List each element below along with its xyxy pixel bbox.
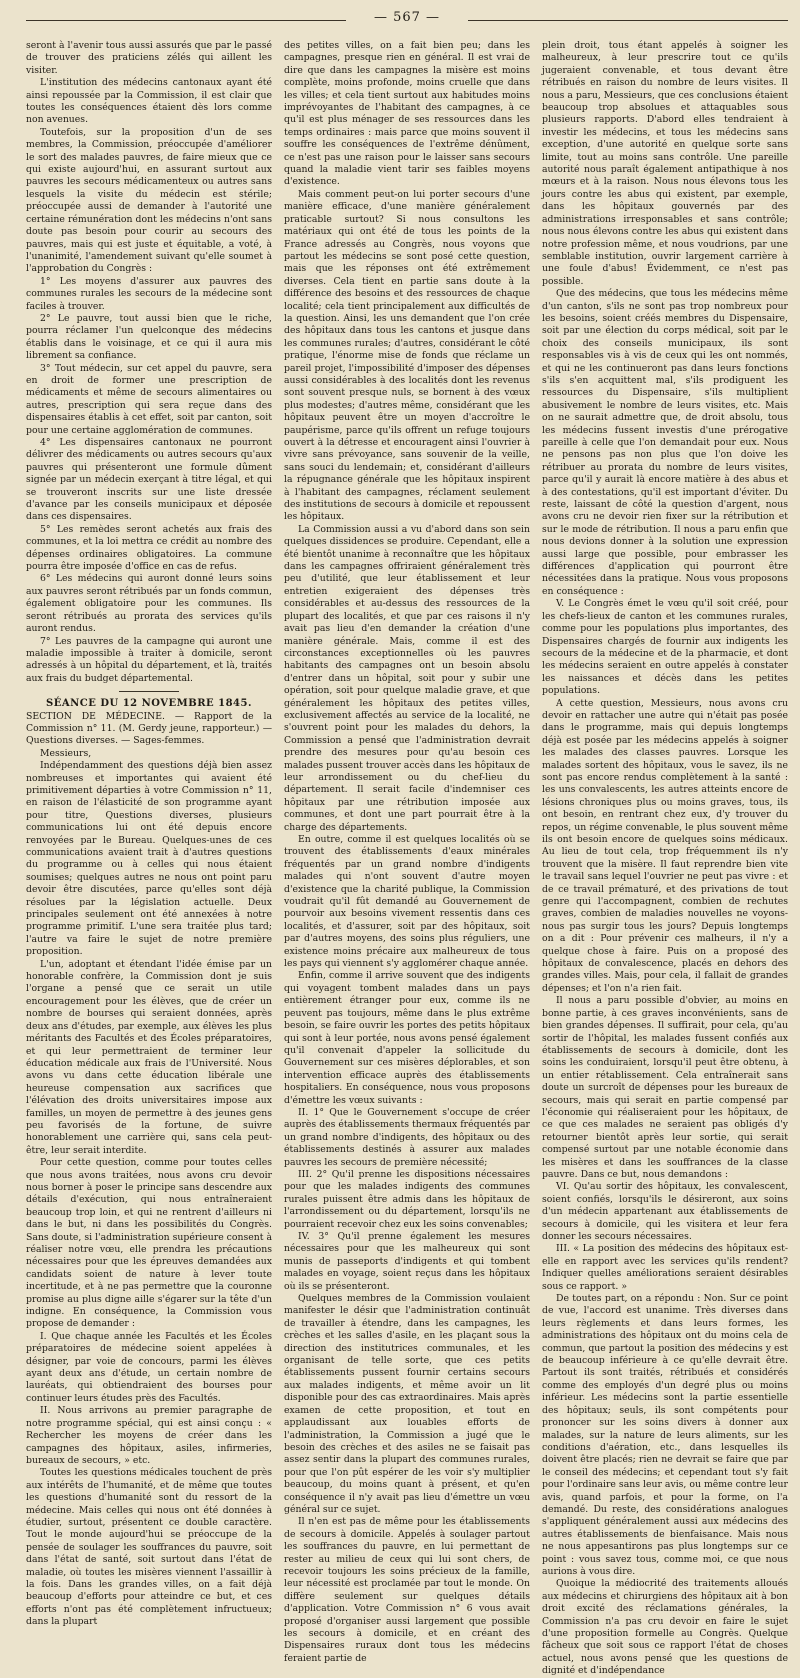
page-number: — 567 —: [373, 10, 441, 25]
text-columns: [26, 40, 788, 1677]
paragraph: III. 2° Qu'il prenne les dispositions nécessaires pour que les malades indigents des communes rurales puissent être admis dans les hôpitaux de l'arrondissement ou du département, lorsqu'ils ne pourraient recevoir chez eux les soins convenables;: [284, 1168, 530, 1230]
paragraph: Indépendamment des questions déjà bien assez nombreuses et importantes qui avaient été primitivement départies à votre Commission n° 11, en raison de l'élasticité de son programme ayant pour titre, Questions diverses, plusieurs communications lui ont été depuis encore renvoyées par le Bureau. Quelques-unes de ces communications avaient trait à d'autres questions du programme ou à celles qui nous étaient soumises; quelques autres ne nous ont point paru devoir être discutées, parce qu'elles sont déjà résolues par la législation actuelle. Deux principales seulement ont été annexées à notre programme primitif. L'une sera traitée plus tard; l'autre va faire le sujet de notre première proposition.: [26, 760, 272, 958]
paragraph: I. Que chaque année les Facultés et les Écoles préparatoires de médecine soient appelées à désigner, par voie de concours, parmi les élèves ayant deux ans d'étude, un certain nombre de lauréats, qui obtiendraient des bourses pour continuer leurs études près des Facultés.: [26, 1330, 272, 1404]
paragraph: Toutefois, sur la proposition d'un de ses membres, la Commission, préoccupée d'améliorer le sort des malades pauvres, de faire mieux que ce qui existe aujourd'hui, en assurant surtout aux pauvres les secours médicamenteux ou autres sans lesquels la visite du médecin est stérile; préoccupée aussi de demander à l'autorité une certaine rémunération dont les médecins n'ont sans doute pas besoin pour courir au secours des pauvres, mais qui est juste et équitable, a voté, à l'unanimité, l'amendement suivant qu'elle soumet à l'approbation du Congrès :: [26, 126, 272, 275]
paragraph: La Commission aussi a vu d'abord dans son sein quelques dissidences se produire. Cependant, elle a été bientôt unanime à reconnaître que les hôpitaux dans les campagnes offriraient généralement très peu d'utilité, que leur établissement et leur entretien exigeraient des dépenses très considérables et au-dessus des ressources de la plupart des localités, et que par ces raisons il n'y avait pas lieu d'en demander la création d'une manière générale. Mais, comme il est des circonstances exceptionnelles où les pauvres habitants des campagnes ont un besoin absolu d'entrer dans un hôpital, soit pour y subir une opération, soit pour quelque maladie grave, et que généralement les hôpitaux des petites villes, exclusivement affectés au service de la localité, ne s'ouvrent point pour les malades du dehors, la Commission a pensé que l'administration devrait prendre des mesures pour qu'au besoin ces malades pussent trouver accès dans les hôpitaux de leur arrondissement ou du chef-lieu du département. Il serait facile d'indemniser ces hôpitaux par une rétribution imposée aux communes, et dont une part pourrait être à la charge des départements.: [284, 523, 530, 833]
paragraph: IV. 3° Qu'il prenne également les mesures nécessaires pour que les malheureux qui sont munis de passeports d'indigents et qui tombent malades en voyage, soient reçus dans les hôpitaux où ils se présenteront.: [284, 1231, 530, 1292]
paragraph: Quelques membres de la Commission voulaient manifester le désir que l'administration continuât de travailler à étendre, dans les campagnes, les crèches et les salles d'asile, en les plaçant sous la direction des institutrices communales, et les organisant de telle sorte, que ces petits établissements pussent fournir certains secours aux malades indigents, et même avoir un lit disponible pour des cas extraordinaires. Mais après examen de cette proposition, et tout en applaudissant aux louables efforts de l'administration, la Commission a jugé que le besoin des crèches et des asiles ne se faisait pas assez sentir dans la plupart des communes rurales, pour que l'on pût espérer de les voir s'y multiplier beaucoup, du moins quant à présent, et qu'en conséquence il n'y avait pas lieu d'émettre un vœu général sur ce sujet.: [284, 1293, 530, 1515]
paragraph: En outre, comme il est quelques localités où se trouvent des établissements d'eaux minérales fréquentés par un grand nombre d'indigents malades qui n'ont souvent d'autre moyen d'existence que la charité publique, la Commission voudrait qu'il fût demandé au Gouvernement de pourvoir aux besoins vivement ressentis dans ces localités, et d'assurer, soit par des hôpitaux, soit par d'autres moyens, des soins plus réguliers, une existence moins précaire aux malheureux de tous les pays qui viennent s'y agglomérer chaque année.: [284, 834, 530, 970]
paragraph: Que des médecins, que tous les médecins même d'un canton, s'ils ne sont pas trop nombreux pour les besoins, soient créés membres du Dispensaire, soit par une élection du corps médical, soit par le choix des conseils municipaux, ils sont responsables vis à vis de ceux qui les ont nommés, et qui ne les continueront pas dans leurs fonctions s'ils s'en acquittent mal, s'ils prodiguent les ressources du Dispensaire, s'ils multiplient abusivement le nombre de leurs visites, etc. Mais on ne saurait admettre que, de droit absolu, tous les médecins fussent investis d'une prérogative pareille à celle que l'on demandait pour eux. Nous ne pensons pas non plus que l'on doive les rétribuer au prorata du nombre de leurs visites, parce qu'il y aurait là encore matière à des abus et à des contestations, qu'il est important d'éviter. Du reste, laissant de côté la question d'argent, nous avons cru ne devoir rien fixer sur la rétribution et sur le mode de rétribution. Il nous a paru enfin que nous devions donner à la solution une expression aussi large que possible, pour embrasser les différences d'application qui pourront être nécessitées dans la pratique. Nous vous proposons en conséquence :: [542, 288, 788, 597]
paragraph: 3° Tout médecin, sur cet appel du pauvre, sera en droit de former une prescription de médicaments et même de secours alimentaires ou autres, prescription qui sera reçue dans des dispensaires établis à cet effet, soit par canton, soit pour une certaine agglomération de communes.: [26, 362, 272, 436]
paragraph: A cette question, Messieurs, nous avons cru devoir en rattacher une autre qui n'était pas posée dans le programme, mais qui depuis longtemps déjà est posée par les médecins appelés à soigner les malades des classes pauvres. Lorsque les malades sortent des hôpitaux, vous le savez, ils ne sont pas encore rendus complètement à la santé : les uns convalescents, les autres atteints encore de lésions chroniques plus ou moins graves, tous, ils ont besoin, en rentrant chez eux, d'y trouver du repos, un régime convenable, le plus souvent même ils ont besoin encore de quelques soins médicaux. Au lieu de tout cela, trop fréquemment ils n'y trouvent que la misère. Il faut reprendre bien vite le travail sans lequel l'ouvrier ne peut pas vivre : et de ce travail prématuré, et des privations de tout genre qui l'accompagnent, combien de rechutes graves, combien de maladies nouvelles ne voyons-nous pas surgir tous les jours? Depuis longtemps on a dit : Pour prévenir ces malheurs, il n'y a quelque chose à faire. Puis on a proposé des hôpitaux de convalescence, placés en dehors des grandes villes. Mais, pour cela, il fallait de grandes dépenses; et l'on n'a rien fait.: [542, 697, 788, 994]
paragraph: 1° Les moyens d'assurer aux pauvres des communes rurales les secours de la médecine sont faciles à trouver.: [26, 275, 272, 312]
paragraph: V. Le Congrès émet le vœu qu'il soit créé, pour les chefs-lieux de canton et les communes rurales, comme pour les populations plus importantes, des Dispensaires chargés de fournir aux indigents les secours de la médecine et de la pharmacie, et dont les médecins seraient en outre appelés à constater les naissances et décès dans les petites populations.: [542, 598, 788, 697]
column-1: [26, 40, 272, 1628]
paragraph: Messieurs,: [40, 747, 92, 759]
paragraph: Il nous a paru possible d'obvier, au moins en bonne partie, à ces graves inconvénients, sans de bien grandes dépenses. Il suffirait, pour cela, qu'au sortir de l'hôpital, les malades fussent confiés aux établissements de secours à domicile, dont les soins les conduiraient, lorsqu'il peut être obtenu, à un entier rétablissement. Cela entraînerait sans doute un surcroît de dépenses pour les bureaux de secours, mais qui serait en partie compensé par l'économie qui réaliseraient pour les hôpitaux, de ce que ces malades ne seraient pas obligés d'y retourner bientôt après leur sortie, qui serait compensé surtout par une notable économie dans les misères et dans les souffrances de la classe pauvre. Dans ce but, nous demandons :: [542, 995, 788, 1180]
paragraph: Mais comment peut-on lui porter secours d'une manière efficace, d'une manière généralement praticable surtout? Si nous consultons les matériaux qui ont été de tous les points de la France adressés au Congrès, nous voyons que partout les médecins se sont posé cette question, mais que les réponses ont été extrêmement diverses. Cela tient en partie sans doute à la différence des besoins et des ressources de chaque localité; cela tient principalement aux difficultés de la question. Ainsi, les uns demandent que l'on crée des hôpitaux dans tous les cantons et jusque dans les communes rurales; d'autres, considérant le côté pratique, l'énorme mise de fonds que réclame un pareil projet, l'impossibilité d'imposer des dépenses aussi considérables à des localités dont les revenus sont souvent presque nuls, se bornent à des vœux plus modestes; d'autres même, considérant que les hôpitaux peuvent être un moyen d'accroître le paupérisme, parce qu'ils offrent un refuge toujours ouvert à la détresse et encouragent ainsi l'ouvrier à vivre sans prévoyance, sans souvenir de la veille, sans souci du lendemain; et, considérant d'ailleurs la répugnance générale que les hôpitaux inspirent à l'habitant des campagnes, réclament seulement des institutions de secours à domicile et repoussent les hôpitaux.: [284, 188, 530, 523]
paragraph: VI. Qu'au sortir des hôpitaux, les convalescent, soient confiés, lorsqu'ils le désireront, aux soins d'un médecin appartenant aux établissements de secours à domicile, qui les visitera et leur fera donner les secours nécessaires.: [542, 1181, 788, 1242]
paragraph: 6° Les médecins qui auront donné leurs soins aux pauvres seront rétribués par un fonds commun, également obligatoire pour les communes. Ils seront rétribués au prorata des services qu'ils auront rendus.: [26, 573, 272, 635]
page-header: [26, 8, 788, 34]
column-2: [284, 40, 530, 1664]
paragraph: III. « La position des médecins des hôpitaux est-elle en rapport avec les services qu'ils rendent? Indiquer quelles améliorations seraient désirables sous ce rapport. »: [542, 1243, 788, 1292]
paragraph: 5° Les remèdes seront achetés aux frais des communes, et la loi mettra ce crédit au nombre des dépenses ordinaires obligatoires. La commune pourra être imposée d'office en cas de refus.: [26, 523, 272, 573]
paragraph: De toutes part, on a répondu : Non. Sur ce point de vue, l'accord est unanime. Très diverses dans leurs règlements et dans leurs formes, les administrations des hôpitaux ont du moins cela de commun, que partout la position des médecins y est de beaucoup inférieure à ce qu'elle devrait être. Partout ils sont traités, rétribués et considérés comme des employés d'un degré plus ou moins inférieur. Les médecins sont la partie essentielle des hôpitaux; seuls, ils sont compétents pour prononcer sur les soins divers à donner aux malades, sur la nature de leurs aliments, sur les conditions d'aération, etc., dans lesquelles ils doivent être placés; rien ne devrait se faire que par le conseil des médecins; et cependant tout s'y fait pour l'ordinaire sans leur avis, ou même contre leur avis, quand parfois, et pour la forme, on l'a demandé. Du reste, des considérations analogues s'appliquent généralement aussi aux médecins des autres établissements de bienfaisance. Mais nous ne nous appesantirons pas plus longtemps sur ce point : vous savez tous, comme moi, ce que nous aurions à vous dire.: [542, 1293, 788, 1577]
sitting-heading: SÉANCE DU 12 NOVEMBRE 1845.: [46, 698, 252, 710]
paragraph: Enfin, comme il arrive souvent que des indigents qui voyagent tombent malades dans un pays entièrement étranger pour eux, comme ils ne peuvent pas toujours, même dans le plus extrême besoin, se faire ouvrir les portes des petits hôpitaux qui sont à leur portée, nous avons pensé également qu'il convenait d'appeler la sollicitude du Gouvernement sur ces misères déplorables, et son intervention efficace auprès des établissements hospitaliers. En conséquence, nous vous proposons d'émettre les vœux suivants :: [284, 970, 530, 1106]
paragraph: plein droit, tous étant appelés à soigner les malheureux, à leur prescrire tout ce qu'ils jugeraient convenable, et tous devant être rétribués en raison du nombre de leurs visites. Il nous a paru, Messieurs, que ces conclusions étaient beaucoup trop absolues et attaquables sous plusieurs rapports. D'abord elles tendraient à investir les médecins, et tous les médecins sans exception, d'une autorité en quelque sorte sans limite, tout au moins sans contrôle. Une pareille autorité nous paraît également antipathique à nos mœurs et à la raison. Nous nous élevons tous les jours contre les abus qui existent, par exemple, dans les hôpitaux gouvernés par des administrations irresponsables et sans contrôle; nous nous élevons contre les abus qui existent dans notre profession même, et nous voudrions, par une semblable institution, ouvrir largement carrière à une foule d'abus! Évidemment, ce n'est pas possible.: [542, 40, 788, 287]
paragraph: Quoique la médiocrité des traitements alloués aux médecins et chirurgiens des hôpitaux ait à bon droit excité des réclamations générales, la Commission n'a pas cru devoir en faire le sujet d'une proposition formelle au Congrès. Quelque fâcheux que soit sous ce rapport l'état de choses actuel, nous avons pensé que les questions de dignité et d'indépendance: [542, 1578, 788, 1677]
paragraph: Il n'en est pas de même pour les établissements de secours à domicile. Appelés à soulager partout les souffrances du pauvre, en lui permettant de rester au milieu de ceux qui lui sont chers, de recevoir toujours les soins précieux de la famille, leur nécessité est proclamée par tout le monde. On diffère seulement sur quelques détails d'application. Votre Commission n° 6 vous avait proposé d'organiser aussi largement que possible les secours à domicile, et en créant des Dispensaires ruraux dont tous les médecins feraient partie de: [284, 1516, 530, 1664]
paragraph: Pour cette question, comme pour toutes celles que nous avons traitées, nous avons cru devoir nous borner à poser le principe sans descendre aux détails d'exécution, qui nous entraîneraient beaucoup trop loin, et qui ne rentrent d'ailleurs ni dans le but, ni dans les possibilités du Congrès. Sans doute, si l'administration supérieure consent à réaliser notre vœu, elle prendra les précautions nécessaires pour que les épreuves demandées aux candidats soient de nature à lever toute incertitude, et à ne pas permettre que la couronne promise au plus digne aille s'égarer sur la tête d'un indigne. En conséquence, la Commission vous propose de demander :: [26, 1157, 272, 1330]
section-heading: SECTION DE MÉDECINE. — Rapport de la Commission n° 11. (M. Gerdy jeune, rapporteur.) — Questions diverses. — Sages-femmes.: [26, 710, 272, 747]
header-rule-right: [468, 20, 788, 21]
divider: [119, 691, 179, 692]
paragraph: seront à l'avenir tous aussi assurés que par le passé de trouver des praticiens zélés qui aillent les visiter.: [26, 40, 272, 76]
paragraph: 2° Le pauvre, tout aussi bien que le riche, pourra réclamer l'un quelconque des médecins établis dans le voisinage, et ce qui il aura mis librement sa confiance.: [26, 312, 272, 362]
paragraph: II. 1° Que le Gouvernement s'occupe de créer auprès des établissements thermaux fréquentés par un grand nombre d'indigents, des hôpitaux ou des établissements destinés à assurer aux malades pauvres les secours de première nécessité;: [284, 1106, 530, 1168]
column-3: [542, 40, 788, 1677]
paragraph: Toutes les questions médicales touchent de près aux intérêts de l'humanité, et de même que toutes les questions d'humanité sont du ressort de la médecine. Mais celles qui nous ont été données à étudier, surtout, présentent ce double caractère. Tout le monde aujourd'hui se préoccupe de la pensée de soulager les souffrances du pauvre, soit dans l'état de santé, soit surtout dans l'état de maladie, où toutes les misères viennent l'assaillir à la fois. Dans les grandes villes, on a fait déjà beaucoup d'efforts pour atteindre ce but, et ces efforts n'ont pas été complètement infructueux; dans la plupart: [26, 1467, 272, 1628]
paragraph: II. Nous arrivons au premier paragraphe de notre programme spécial, qui est ainsi conçu : « Rechercher les moyens de créer dans les campagnes des hôpitaux, asiles, infirmeries, bureaux de secours, » etc.: [26, 1405, 272, 1466]
paragraph: 7° Les pauvres de la campagne qui auront une maladie impossible à traiter à domicile, seront adressés à un hôpital du département, et là, traités aux frais du budget départemental.: [26, 635, 272, 684]
paragraph: L'un, adoptant et étendant l'idée émise par un honorable confrère, la Commission dont je suis l'organe a pensé que ce serait un utile encouragement pour les élèves, que de créer un nombre de bourses qui seraient données, après deux ans d'études, par exemple, aux élèves les plus méritants des Facultés et des Écoles préparatoires, et qui leur permettraient de terminer leur éducation médicale aux frais de l'Université. Nous avons vu dans cette éducation libérale une heureuse compensation aux sacrifices que l'élévation des droits universitaires impose aux familles, un moyen de permettre à des jeunes gens peu favorisés de la fortune, de suivre honorablement une carrière qui, sans cela peut-être, leur serait interdite.: [26, 958, 272, 1156]
paragraph: des petites villes, on a fait bien peu; dans les campagnes, presque rien en général. Il est vrai de dire que dans les campagnes la misère est moins complète, moins profonde, moins cruelle que dans les villes; et cela tient surtout aux habitudes moins imprévoyantes de l'habitant des campagnes, à ce qu'il est plus ménager de ses ressources dans les temps ordinaires : mais parce que moins souvent il souffre les conséquences de l'extrême dénûment, ce n'est pas une raison pour le laisser sans secours quand la maladie vient tarir ses faibles moyens d'existence.: [284, 40, 530, 188]
paragraph: L'institution des médecins cantonaux ayant été ainsi repoussée par la Commission, il est clair que toutes les conséquences étaient dès lors comme non avenues.: [26, 77, 272, 126]
paragraph: 4° Les dispensaires cantonaux ne pourront délivrer des médicaments ou autres secours qu'aux pauvres qui présenteront une formule dûment signée par un médecin exerçant à titre légal, et qui se trouveront inscrits sur une liste dressée d'avance par les conseils municipaux et déposée dans ces dispensaires.: [26, 437, 272, 523]
